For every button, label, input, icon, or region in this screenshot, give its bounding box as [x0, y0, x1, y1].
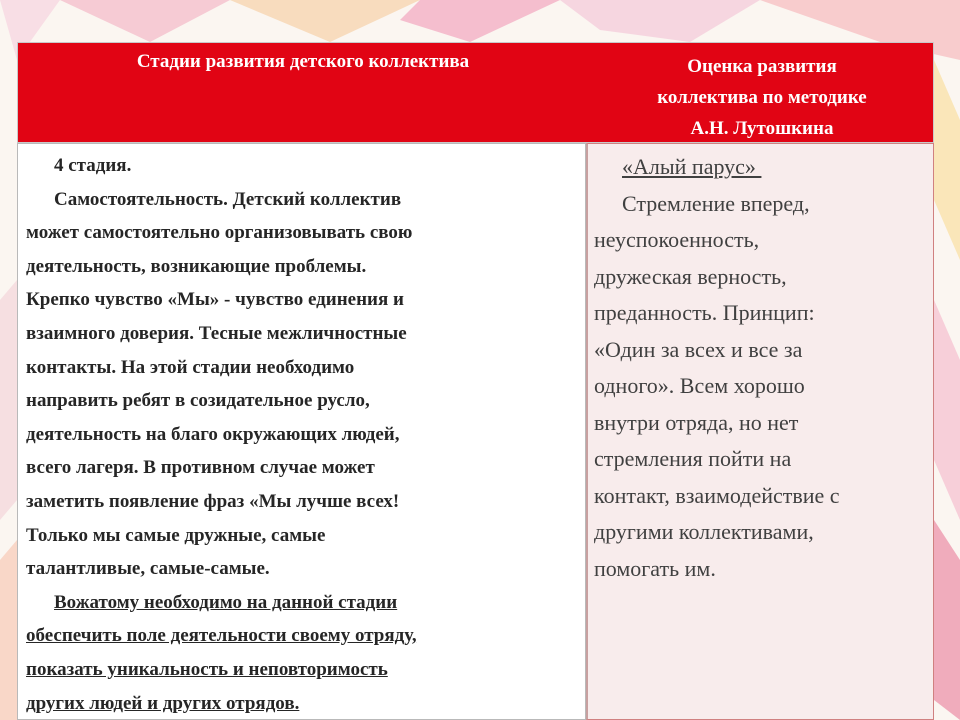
assessment-line: стремления пойти на	[594, 446, 792, 471]
assessment-line: помогать им.	[594, 555, 716, 581]
table-header	[17, 42, 934, 143]
assessment-title: «Алый парус»	[622, 154, 762, 179]
header-right-line: коллектива по методике	[657, 87, 867, 108]
emphasis-line: Вожатому необходимо на данной стадии	[54, 591, 398, 613]
body-line: взаимного доверия. Тесные межличностные	[26, 322, 407, 344]
stage-description-text	[26, 149, 582, 720]
body-line: заметить появление фраз «Мы лучше всех!	[26, 490, 400, 512]
emphasis-line: других людей и других отрядов.	[26, 692, 300, 714]
assessment-line: дружеская верность,	[594, 263, 787, 289]
header-right-title	[589, 51, 935, 144]
body-line: может самостоятельно организовывать свою	[26, 222, 413, 244]
body-line: Крепко чувство «Мы» - чувство единения и	[26, 289, 404, 311]
body-line: Только мы самые дружные, самые	[26, 524, 326, 546]
stage-description-cell	[17, 143, 586, 720]
assessment-cell	[586, 143, 934, 720]
comparison-table	[17, 42, 934, 720]
header-right-line: А.Н. Лутошкина	[690, 118, 834, 139]
assessment-line: Стремление вперед,	[622, 190, 810, 216]
header-left-title: Стадии развития детского коллектива	[136, 51, 470, 72]
emphasis-line: показать уникальность и неповторимость	[26, 658, 388, 680]
assessment-line: «Один за всех и все за	[594, 336, 803, 362]
assessment-line: другими коллективами,	[594, 519, 814, 544]
body-line: Самостоятельность. Детский коллектив	[54, 188, 402, 210]
body-line: контакты. На этой стадии необходимо	[26, 356, 355, 378]
body-line: всего лагеря. В противном случае может	[26, 457, 375, 479]
body-line: направить ребят в созидательное русло,	[26, 390, 370, 412]
body-line: деятельность, возникающие проблемы.	[26, 255, 367, 277]
header-right-line: Оценка развития	[687, 56, 837, 77]
assessment-text	[594, 149, 934, 587]
assessment-line: контакт, взаимодействие с	[594, 482, 840, 508]
stage-heading: 4 стадия.	[54, 155, 132, 176]
assessment-line: одного». Всем хорошо	[594, 373, 805, 398]
body-line: деятельность на благо окружающих людей,	[26, 423, 400, 445]
body-line: талантливые, самые-самые.	[26, 558, 270, 580]
emphasis-line: обеспечить поле деятельности своему отряду,	[26, 625, 417, 647]
assessment-line: неуспокоенность,	[594, 227, 760, 252]
assessment-line: внутри отряда, но нет	[594, 409, 799, 435]
assessment-line: преданность. Принцип:	[594, 300, 815, 325]
